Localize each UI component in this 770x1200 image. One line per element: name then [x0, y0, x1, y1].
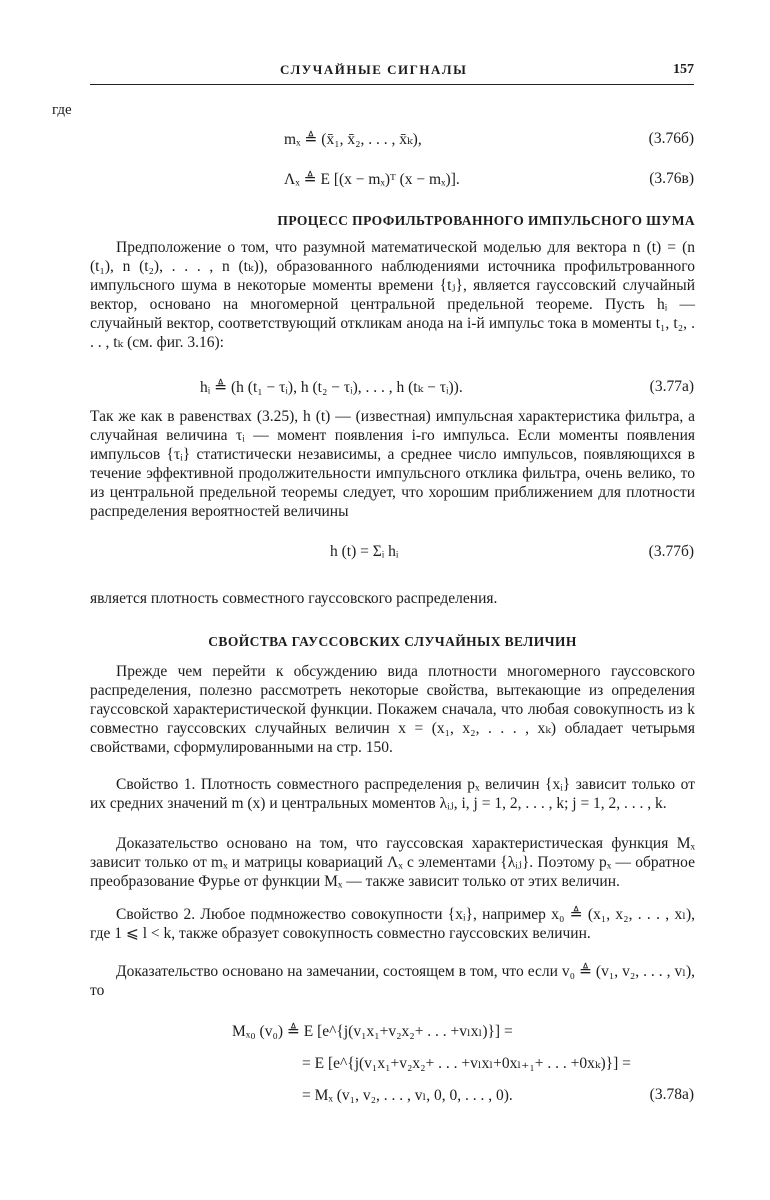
- equation-number-3-76v: (3.76в): [649, 170, 694, 187]
- proof-property-2: Доказательство основано на замечании, состоящем в том, что если v₀ ≜ (v₁, v₂, . . . , vₗ), то: [90, 963, 695, 999]
- equation-3-76v: Λₓ ≜ E [(x − mₓ)ᵀ (x − mₓ)].: [284, 171, 460, 188]
- section-title-gaussian-properties: СВОЙСТВА ГАУССОВСКИХ СЛУЧАЙНЫХ ВЕЛИЧИН: [208, 634, 577, 649]
- property-2: Свойство 2. Любое подмножество совокупности {xᵢ}, например x₀ ≜ (x₁, x₂, . . . , xₗ), где 1 ⩽ l < k, также образует совокупность совместно гауссовских величин.: [90, 906, 695, 942]
- equation-number-3-78a: (3.78а): [649, 1086, 694, 1103]
- equation-3-77b: h (t) = Σᵢ hᵢ: [330, 543, 399, 560]
- equation-number-3-77b: (3.77б): [648, 543, 694, 560]
- equation-3-77a: hᵢ ≜ (h (t₁ − τᵢ), h (t₂ − τᵢ), . . . , h (tₖ − τᵢ)).: [200, 379, 463, 396]
- equation-number-3-77a: (3.77а): [649, 378, 694, 395]
- paragraph-central-limit: Так же как в равенствах (3.25), h (t) — (известная) импульсная характеристика фильтра, а случайная величина τᵢ — момент появления i-го импульса. Если моменты появления импульсов {τᵢ} статистически независимы, а среднее число импульсов, появляющихся в течение эффективной продолжительности импульсного отклика фильтра, очень велико, то из центральной предельной теоремы следует, что хорошим приближением для плотности распределения вероятностей величины: [90, 408, 695, 520]
- equation-3-78a-line-1: Mₓ₀ (v₀) ≜ E [e^{j(v₁x₁+v₂x₂+ . . . +vₗxₗ)}] =: [232, 1023, 513, 1040]
- paragraph-noise-model: Предположение о том, что разумной математической моделью для вектора n (t) = (n (t₁), n (t₂), . . . , n (tₖ)), образованного наблюдениями источника профильтрованного импульсного шума в некоторые моменты времени {tⱼ}, является гауссовский случайный вектор, основано на многомерной центральной предельной теореме. Пусть hᵢ — случайный вектор, соответствующий откликам анода на i-й импульс тока в моменты t₁, t₂, . . . , tₖ (см. фиг. 3.16):: [90, 239, 695, 351]
- proof-property-1: Доказательство основано на том, что гауссовская характеристическая функция Mₓ зависит только от mₓ и матрицы ковариаций Λₓ с элементами {λᵢⱼ}. Поэтому pₓ — обратное преобразование Фурье от функции Mₓ — также зависит только от этих величин.: [90, 835, 695, 890]
- equation-3-78a-line-2: = E [e^{j(v₁x₁+v₂x₂+ . . . +vₗxₗ+0xₗ₊₁+ . . . +0xₖ)}] =: [302, 1055, 631, 1072]
- section-title-filtered-noise: ПРОЦЕСС ПРОФИЛЬТРОВАННОГО ИМПУЛЬСНОГО ШУМА: [277, 213, 695, 228]
- page-number: 157: [673, 62, 694, 77]
- page-header: [90, 62, 694, 85]
- equation-3-76b: mₓ ≜ (x̄₁, x̄₂, . . . , x̄ₖ),: [284, 131, 422, 148]
- equation-3-78a-line-3: = Mₓ (v₁, v₂, . . . , vₗ, 0, 0, . . . , 0).: [302, 1087, 513, 1104]
- paragraph-gaussian-density: является плотность совместного гауссовского распределения.: [90, 590, 498, 607]
- intro-word: где: [52, 102, 72, 118]
- property-1: Свойство 1. Плотность совместного распределения pₓ величин {xᵢ} зависит только от их средних значений m (x) и центральных моментов λᵢⱼ, i, j = 1, 2, . . . , k; j = 1, 2, . . . , k.: [90, 776, 695, 812]
- paragraph-properties-intro: Прежде чем перейти к обсуждению вида плотности многомерного гауссовского распределения, полезно рассмотреть некоторые свойства, вытекающие из определения гауссовской характеристической функции. Покажем сначала, что любая совокупность из k совместно гауссовских случайных величин x = (x₁, x₂, . . . , xₖ) обладает четырьмя свойствами, сформулированными на стр. 150.: [90, 663, 695, 756]
- running-head: СЛУЧАЙНЫЕ СИГНАЛЫ: [280, 62, 468, 77]
- equation-number-3-76b: (3.76б): [648, 130, 694, 147]
